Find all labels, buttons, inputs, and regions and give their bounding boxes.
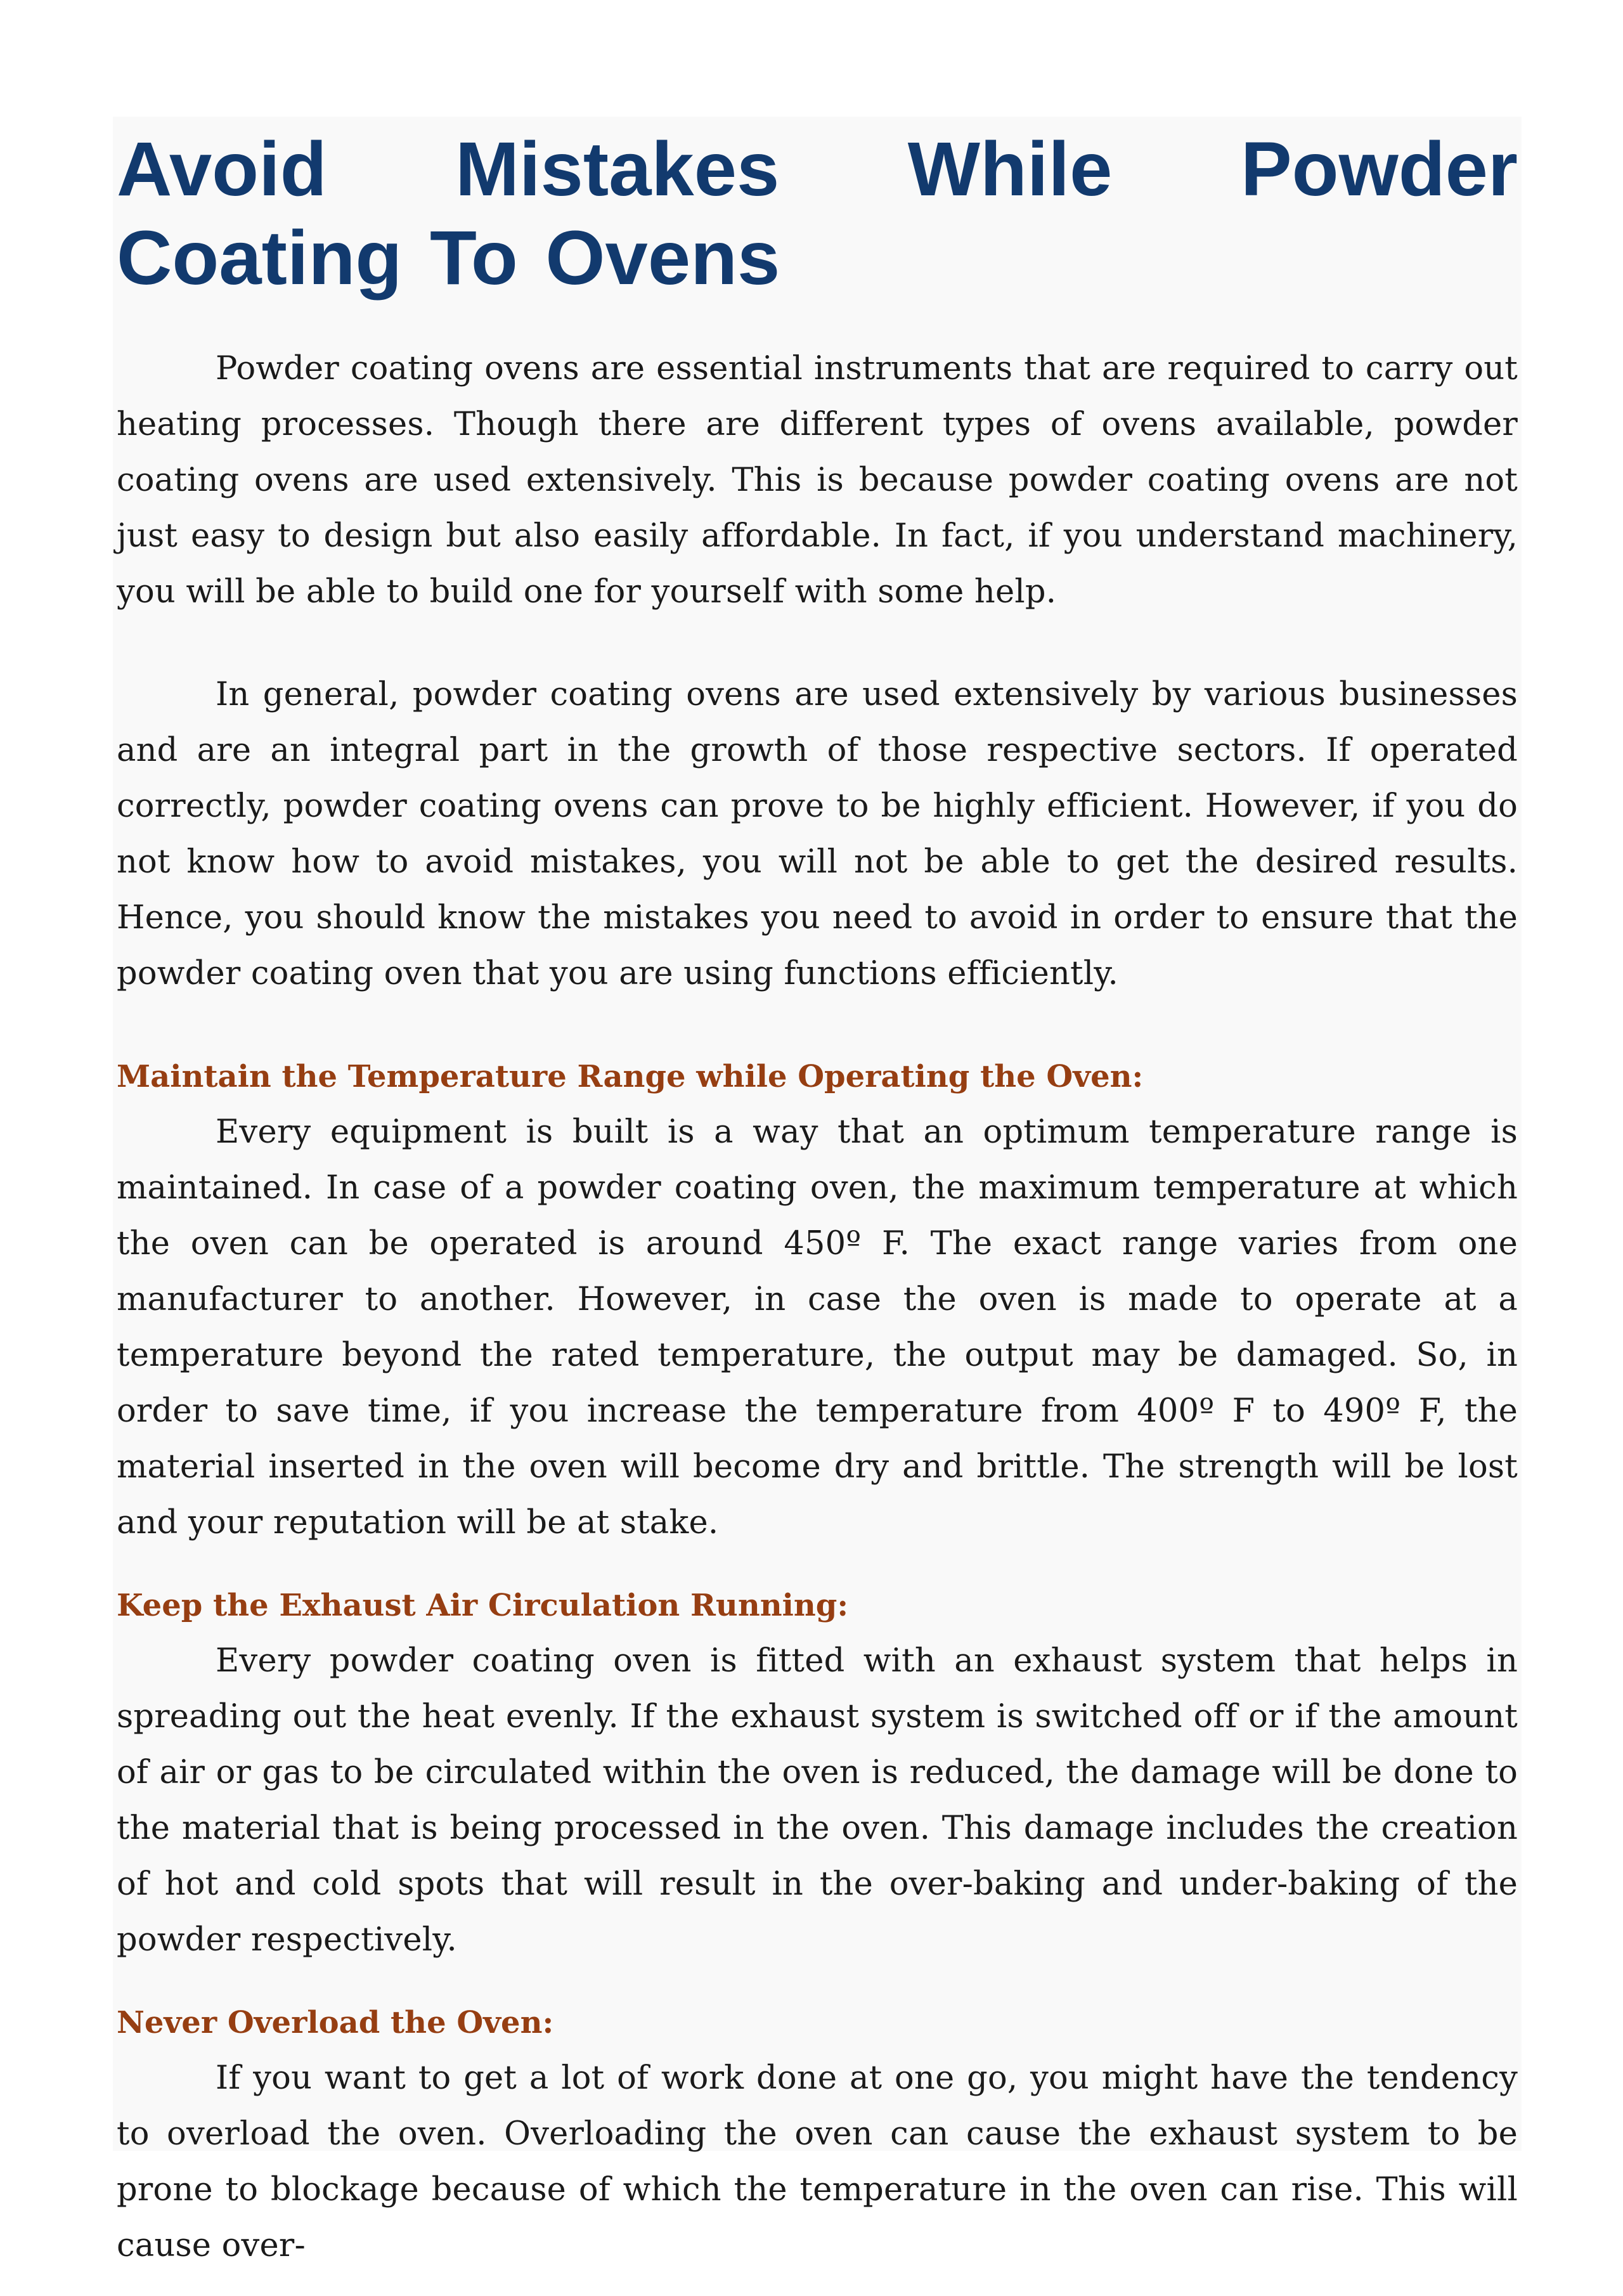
section-paragraph: Every equipment is built is a way that an optimum temperature range is maintained. In case of a powder coating oven, the maximum temperature at which the oven can be operated is around 450º F. The exact range varies from one manufacturer to another. However, in case the oven is made to operate at a temperature beyond the rated temperature, the output may be damaged. So, in order to save time, if you increase the temperature from 400º F to 490º F, the material inserted in the oven will become dry and brittle. The strength will be lost and your reputation will be at stake. (117, 1113, 1518, 1541)
page-title: Avoid Mistakes While Powder Coating To Ovens (117, 126, 1518, 301)
section-overload (117, 1995, 1518, 2274)
section-exhaust-air (117, 1578, 1518, 1968)
document-page (113, 117, 1522, 2264)
section-paragraph: Every powder coating oven is fitted with an exhaust system that helps in spreading out the heat evenly. If the exhaust system is switched off or if the amount of air or gas to be circulated within the oven is reduced, the damage will be done to the material that is being processed in the oven. This damage includes the creation of hot and cold spots that will result in the over-baking and under-baking of the powder respectively. (117, 1642, 1518, 1959)
section-heading: Never Overload the Oven: (117, 2005, 554, 2040)
section-temperature-range (117, 1049, 1518, 1551)
intro-paragraph-1: Powder coating ovens are essential instruments that are required to carry out heating processes. Though there are different types of ovens available, powder coating ovens are used extensively. This is because powder coating ovens are not just easy to design but also easily affordable. In fact, if you understand machinery, you will be able to build one for yourself with some help. (117, 350, 1518, 611)
section-paragraph: If you want to get a lot of work done at one go, you might have the tendency to overload the oven. Overloading the oven can cause the exhaust system to be prone to blockage because of which the temperature in the oven can rise. This will cause over- (117, 2059, 1518, 2264)
intro-paragraph-2: In general, powder coating ovens are used extensively by various businesses and are an integral part in the growth of those respective sectors. If operated correctly, powder coating ovens can prove to be highly efficient. However, if you do not know how to avoid mistakes, you will not be able to get the desired results. Hence, you should know the mistakes you need to avoid in order to ensure that the powder coating oven that you are using functions efficiently. (117, 676, 1518, 992)
section-heading: Keep the Exhaust Air Circulation Running: (117, 1588, 849, 1623)
section-heading: Maintain the Temperature Range while Operating the Oven: (117, 1059, 1144, 1094)
